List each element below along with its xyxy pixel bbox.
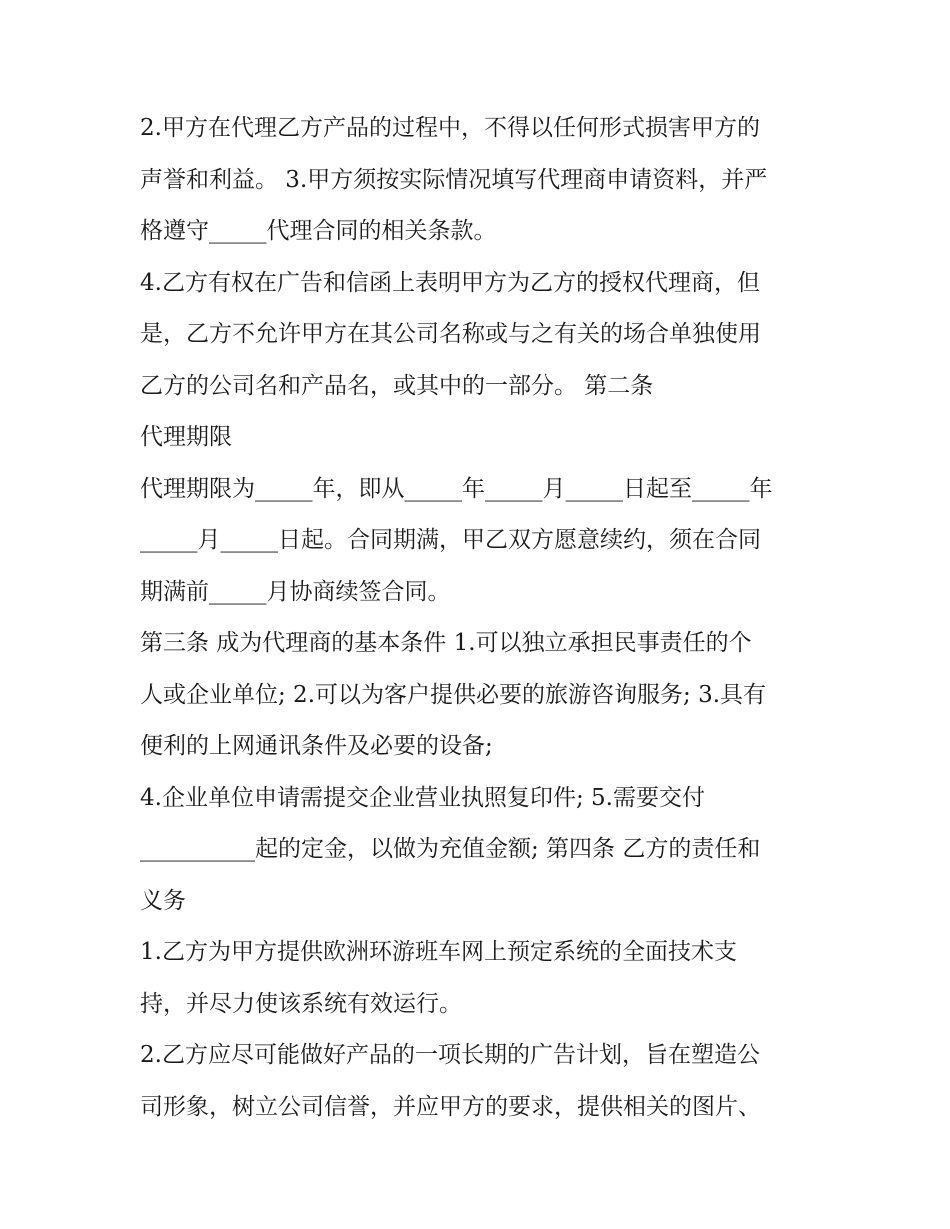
text-line: 代理期限为_____年，即从_____年_____月_____日起至_____年: [140, 475, 773, 502]
text-line: 第三条 成为代理商的基本条件 1.可以独立承担民事责任的个: [140, 630, 752, 656]
text-line: 4.乙方有权在广告和信函上表明甲方为乙方的授权代理商，但: [140, 269, 760, 296]
text-line: 乙方的公司名和产品名，或其中的一部分。 第二条: [140, 372, 654, 399]
text-line: 便利的上网通讯条件及必要的设备;: [140, 733, 493, 759]
text-line: 是，乙方不允许甲方在其公司名称或与之有关的场合单独使用: [140, 321, 761, 347]
document-body: [140, 103, 820, 1133]
text-line: 期满前_____月协商续签合同。: [140, 578, 451, 605]
text-line: __________起的定金，以做为充值金额; 第四条 乙方的责任和: [140, 836, 761, 862]
text-line: 1.乙方为甲方提供欧洲环游班车网上预定系统的全面技术支: [140, 939, 737, 965]
text-line: 人或企业单位; 2.可以为客户提供必要的旅游咨询服务; 3.具有: [140, 681, 767, 708]
text-line: 声誉和利益。 3.甲方须按实际情况填写代理商申请资料，并严: [140, 166, 768, 193]
text-line: 格遵守_____代理合同的相关条款。: [140, 218, 497, 244]
text-line: 持，并尽力使该系统有效运行。: [140, 990, 462, 1017]
text-line: 4.企业单位申请需提交企业营业执照复印件; 5.需要交付: [140, 784, 705, 811]
text-line: 2.乙方应尽可能做好产品的一项长期的广告计划，旨在塑造公: [140, 1042, 760, 1068]
text-line: _____月_____日起。合同期满，甲乙双方愿意续约，须在合同: [140, 527, 761, 553]
text-line: 2.甲方在代理乙方产品的过程中，不得以任何形式损害甲方的: [140, 115, 760, 141]
text-line: 义务: [140, 887, 186, 914]
section-heading: 代理期限: [140, 424, 232, 450]
text-line: 司形象，树立公司信誉，并应甲方的要求，提供相关的图片、: [140, 1093, 761, 1120]
